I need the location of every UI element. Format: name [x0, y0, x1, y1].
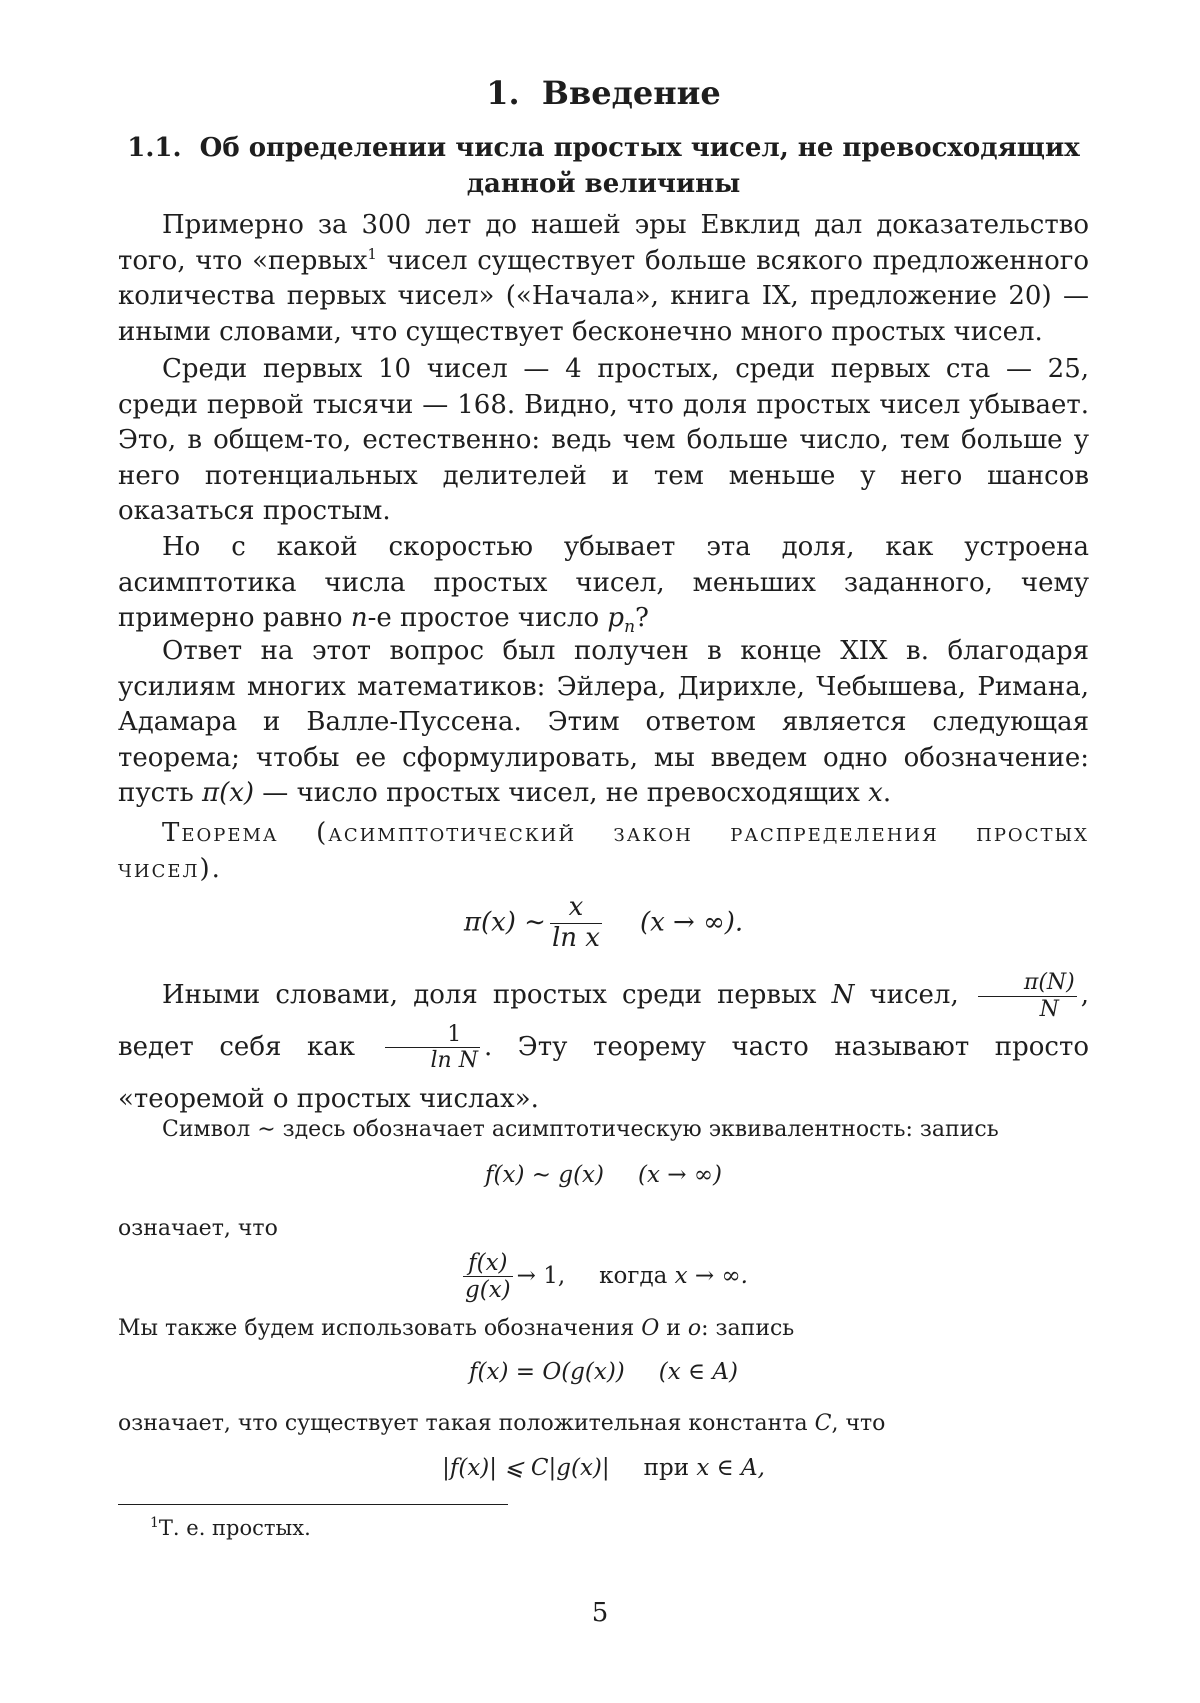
math-p-subscript: n	[624, 617, 635, 637]
formula-big-o-condition: (x ∈ A)	[659, 1359, 738, 1385]
paragraph-constant-C	[118, 1409, 1089, 1439]
subsection-title-line1: Об определении числа простых чисел, не превосходящих	[200, 133, 1080, 163]
formula-bound-inequality	[118, 1455, 1089, 1483]
paragraph-in-other-words	[118, 970, 1089, 1125]
footnote-text: Т. е. простых.	[159, 1516, 311, 1540]
fraction-pi-N-over-N	[978, 970, 1077, 1022]
formula-pnt-denominator: ln x	[550, 924, 602, 954]
paragraph-big-o-text-b: : запись	[701, 1316, 794, 1341]
fraction-pi-N-denominator: N	[978, 997, 1077, 1022]
formula-bound-when: при	[644, 1455, 689, 1481]
paragraph-euclid-text-b: чисел существует больше всякого предложенного количества первых чисел» («Начала», книга IX, предложение 20) — иными словами, что существует бесконечно много простых чисел.	[118, 246, 1089, 347]
formula-limit-denominator: g(x)	[463, 1277, 513, 1303]
paragraph-iow-text-c: , ведет себя как	[118, 980, 1089, 1062]
formula-bound-condition: x ∈ A,	[696, 1455, 765, 1481]
subsection-number: 1.1.	[127, 133, 181, 163]
footnote-divider	[118, 1504, 508, 1505]
formula-equivalence-condition: (x → ∞)	[638, 1162, 722, 1188]
formula-limit-when: когда	[599, 1263, 667, 1289]
paragraph-question-text-a: Но с какой скоростью убывает эта доля, как устроена асимптотика числа простых чисел, меньших заданного, чему примерно равно	[118, 532, 1089, 633]
paragraph-euclid	[118, 208, 1089, 350]
formula-equivalence-expression: f(x) ∼ g(x)	[485, 1162, 604, 1188]
math-little-o: o	[688, 1316, 701, 1341]
paragraph-prime-share	[118, 352, 1089, 530]
section-number: 1.	[486, 74, 519, 112]
paragraph-iow-text-b: чисел,	[854, 980, 974, 1010]
math-x: x	[868, 778, 883, 808]
paragraph-question-text-b: -е простое число	[368, 603, 608, 633]
formula-asymptotic-equivalence	[118, 1162, 1089, 1190]
paragraph-symbol-sim-text: Символ ∼ здесь обозначает асимптотическую эквивалентность: запись	[162, 1117, 999, 1142]
paragraph-big-o-and: и	[659, 1316, 688, 1341]
math-n: n	[351, 603, 368, 633]
paragraph-answer-text-c: .	[883, 778, 891, 808]
theorem-statement	[118, 816, 1089, 887]
section-title	[118, 74, 1089, 112]
paragraph-answer-text-b: — число простых чисел, не превосходящих	[254, 778, 868, 808]
fraction-one-over-ln-N	[385, 1022, 480, 1074]
formula-pnt-fraction	[550, 893, 602, 954]
math-big-O: O	[641, 1316, 659, 1341]
formula-limit-fraction	[463, 1250, 513, 1304]
paragraph-question	[118, 530, 1089, 646]
section-title-text: Введение	[542, 74, 721, 112]
paragraph-means-that-text: означает, что	[118, 1216, 278, 1241]
math-pi-of-x: π(x)	[202, 778, 254, 808]
math-C: C	[815, 1411, 832, 1436]
fraction-one-numerator: 1	[385, 1022, 480, 1048]
formula-pnt-condition: (x → ∞).	[640, 907, 743, 937]
paragraph-prime-share-text: Среди первых 10 чисел — 4 простых, среди первых ста — 25, среди первой тысячи — 168. Видно, что доля простых чисел убывает. Это, в общем-то, естественно: ведь чем больше число, тем больше у него потенциальных делителей и тем меньше у него шансов оказаться простым.	[118, 354, 1089, 526]
book-page	[0, 0, 1200, 1703]
formula-limit-numerator: f(x)	[463, 1250, 513, 1277]
paragraph-big-o-notation	[118, 1314, 1089, 1344]
formula-pnt-numerator: x	[550, 893, 602, 924]
footnote-mark: 1	[150, 1515, 159, 1531]
fraction-ln-N-denominator: ln N	[385, 1048, 480, 1073]
formula-limit-ratio	[118, 1250, 1089, 1304]
math-N: N	[832, 980, 855, 1010]
paragraph-answer	[118, 634, 1089, 812]
paragraph-question-text-c: ?	[635, 603, 649, 633]
fraction-pi-N-numerator: π(N)	[978, 970, 1077, 996]
paragraph-constant-text-a: означает, что существует такая положительная константа	[118, 1411, 815, 1436]
page-number: 5	[0, 1598, 1200, 1628]
footnote	[150, 1516, 311, 1540]
theorem-label: Теорема	[162, 818, 279, 848]
subsection-title-line2: данной величины	[467, 169, 741, 199]
theorem-text: (асимптотический закон распределения простых чисел).	[118, 818, 1089, 884]
paragraph-means-that	[118, 1214, 1089, 1244]
formula-big-o	[118, 1359, 1089, 1387]
footnote-reference: 1	[367, 245, 377, 263]
paragraph-big-o-text-a: Мы также будем использовать обозначения	[118, 1316, 641, 1341]
formula-bound-expression: |f(x)| ⩽ C|g(x)|	[442, 1455, 610, 1481]
formula-pnt-lhs: π(x) ∼	[464, 907, 546, 937]
paragraph-iow-text-d: . Эту теорему часто называют просто «теоремой о простых числах».	[118, 1032, 1089, 1114]
formula-prime-number-theorem	[118, 893, 1089, 954]
paragraph-constant-text-b: , что	[831, 1411, 885, 1436]
subsection-title	[118, 130, 1089, 202]
paragraph-answer-text-a: Ответ на этот вопрос был получен в конце XIX в. благодаря усилиям многих математиков: Эйлера, Дирихле, Чебышева, Римана, Адамара и Валле-Пуссена. Этим ответом является следующая теорема; чтобы ее сформулировать, мы введем одно обозначение: пусть	[118, 636, 1089, 808]
formula-limit-rhs: → 1,	[517, 1263, 566, 1289]
formula-limit-condition: x → ∞.	[675, 1263, 748, 1289]
paragraph-symbol-sim	[118, 1115, 1089, 1145]
math-p: p	[607, 603, 624, 633]
paragraph-iow-text-a: Иными словами, доля простых среди первых	[162, 980, 832, 1010]
paragraph-euclid-text-a: Примерно за 300 лет до нашей эры Евклид дал доказательство того, что «первых	[118, 210, 1089, 276]
formula-big-o-expression: f(x) = O(g(x))	[469, 1359, 625, 1385]
